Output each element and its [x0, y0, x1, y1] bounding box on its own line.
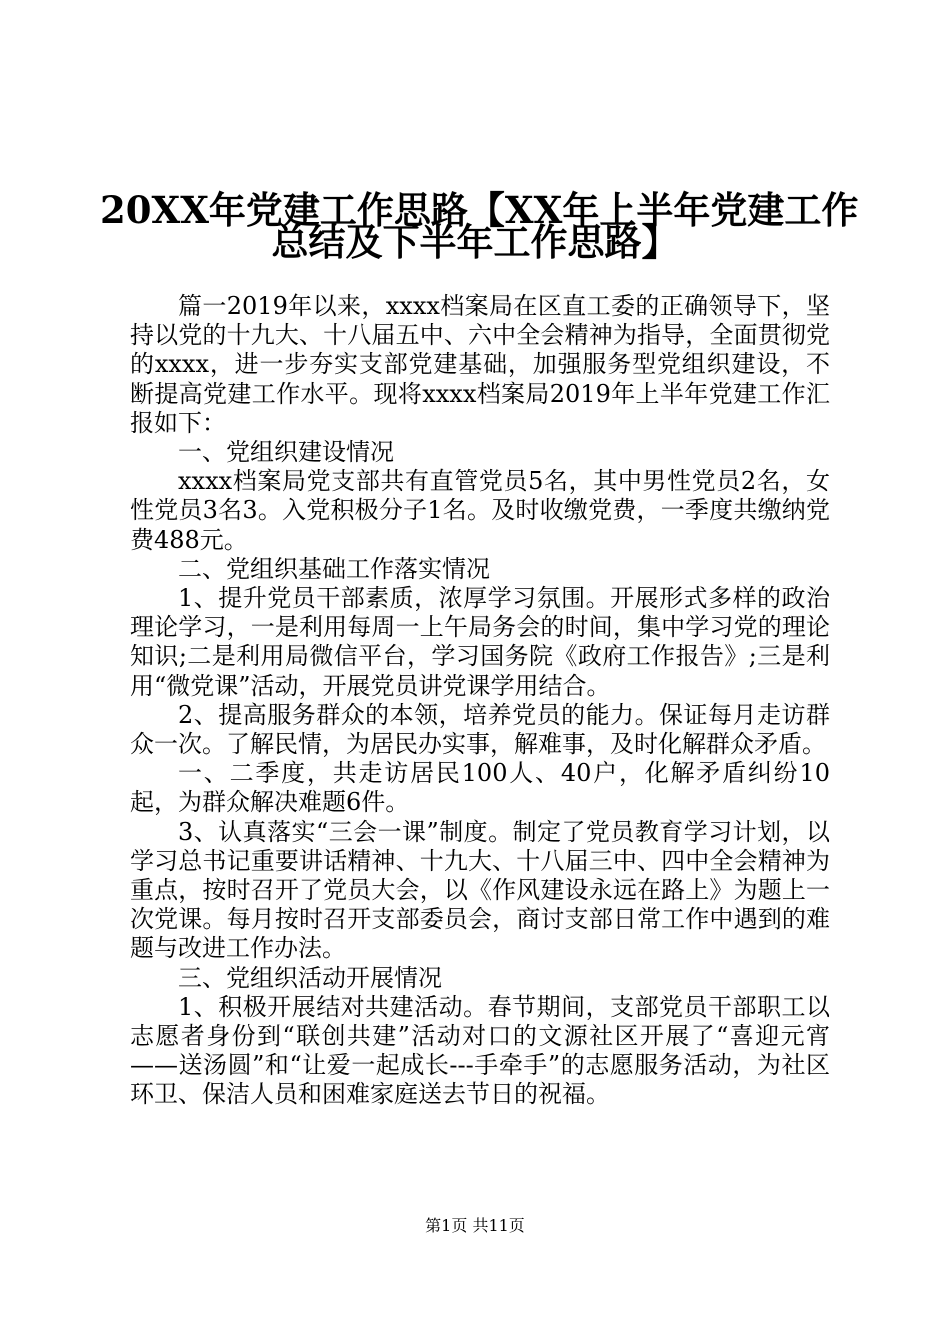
paragraph: 1、提升党员干部素质，浓厚学习氛围。开展形式多样的政治理论学习，一是利用每周一上午局务会的时间，集中学习党的理论知识;二是利用局微信平台，学习国务院《政府工作报告》;三是利用“微党课”活动，开展党员讲党课学用结合。 [130, 584, 830, 700]
section-heading: 一、党组织建设情况 [178, 438, 394, 467]
page-number: 第1页 共11页 [425, 1216, 525, 1235]
paragraph: 一、二季度，共走访居民100人、40户，化解矛盾纠纷10起，为群众解决难题6件。 [130, 759, 830, 817]
document-title-line-1: 20XX年党建工作思路【XX年上半年党建工作 [100, 188, 859, 232]
paragraph: 1、积极开展结对共建活动。春节期间，支部党员干部职工以志愿者身份到“联创共建”活动对口的文源社区开展了“喜迎元宵——送汤圆”和“让爱一起成长---手牵手”的志愿服务活动，为社区环卫、保洁人员和困难家庭送去节日的祝福。 [130, 992, 830, 1109]
paragraph: xxxx档案局党支部共有直管党员5名，其中男性党员2名，女性党员3名3。入党积极分子1名。及时收缴党费，一季度共缴纳党费488元。 [130, 467, 830, 554]
document-title-line-2: 总结及下半年工作思路】 [271, 220, 679, 264]
section-heading: 二、党组织基础工作落实情况 [178, 554, 490, 583]
paragraph: 篇一2019年以来，xxxx档案局在区直工委的正确领导下，坚持以党的十九大、十八届五中、六中全会精神为指导，全面贯彻党的xxxx，进一步夯实支部党建基础，加强服务型党组织建设，不断提高党建工作水平。现将xxxx档案局2019年上半年党建工作汇报如下： [130, 292, 830, 437]
paragraph: 2、提高服务群众的本领，培养党员的能力。保证每月走访群众一次。了解民情，为居民办实事，解难事，及时化解群众矛盾。 [130, 700, 830, 759]
section-heading: 三、党组织活动开展情况 [178, 963, 442, 992]
paragraph: 3、认真落实“三会一课”制度。制定了党员教育学习计划，以学习总书记重要讲话精神、十九大、十八届三中、四中全会精神为重点，按时召开了党员大会，以《作风建设永远在路上》为题上一次党课。每月按时召开支部委员会，商讨支部日常工作中遇到的难题与改进工作办法。 [130, 817, 830, 963]
document-body [130, 292, 830, 1110]
